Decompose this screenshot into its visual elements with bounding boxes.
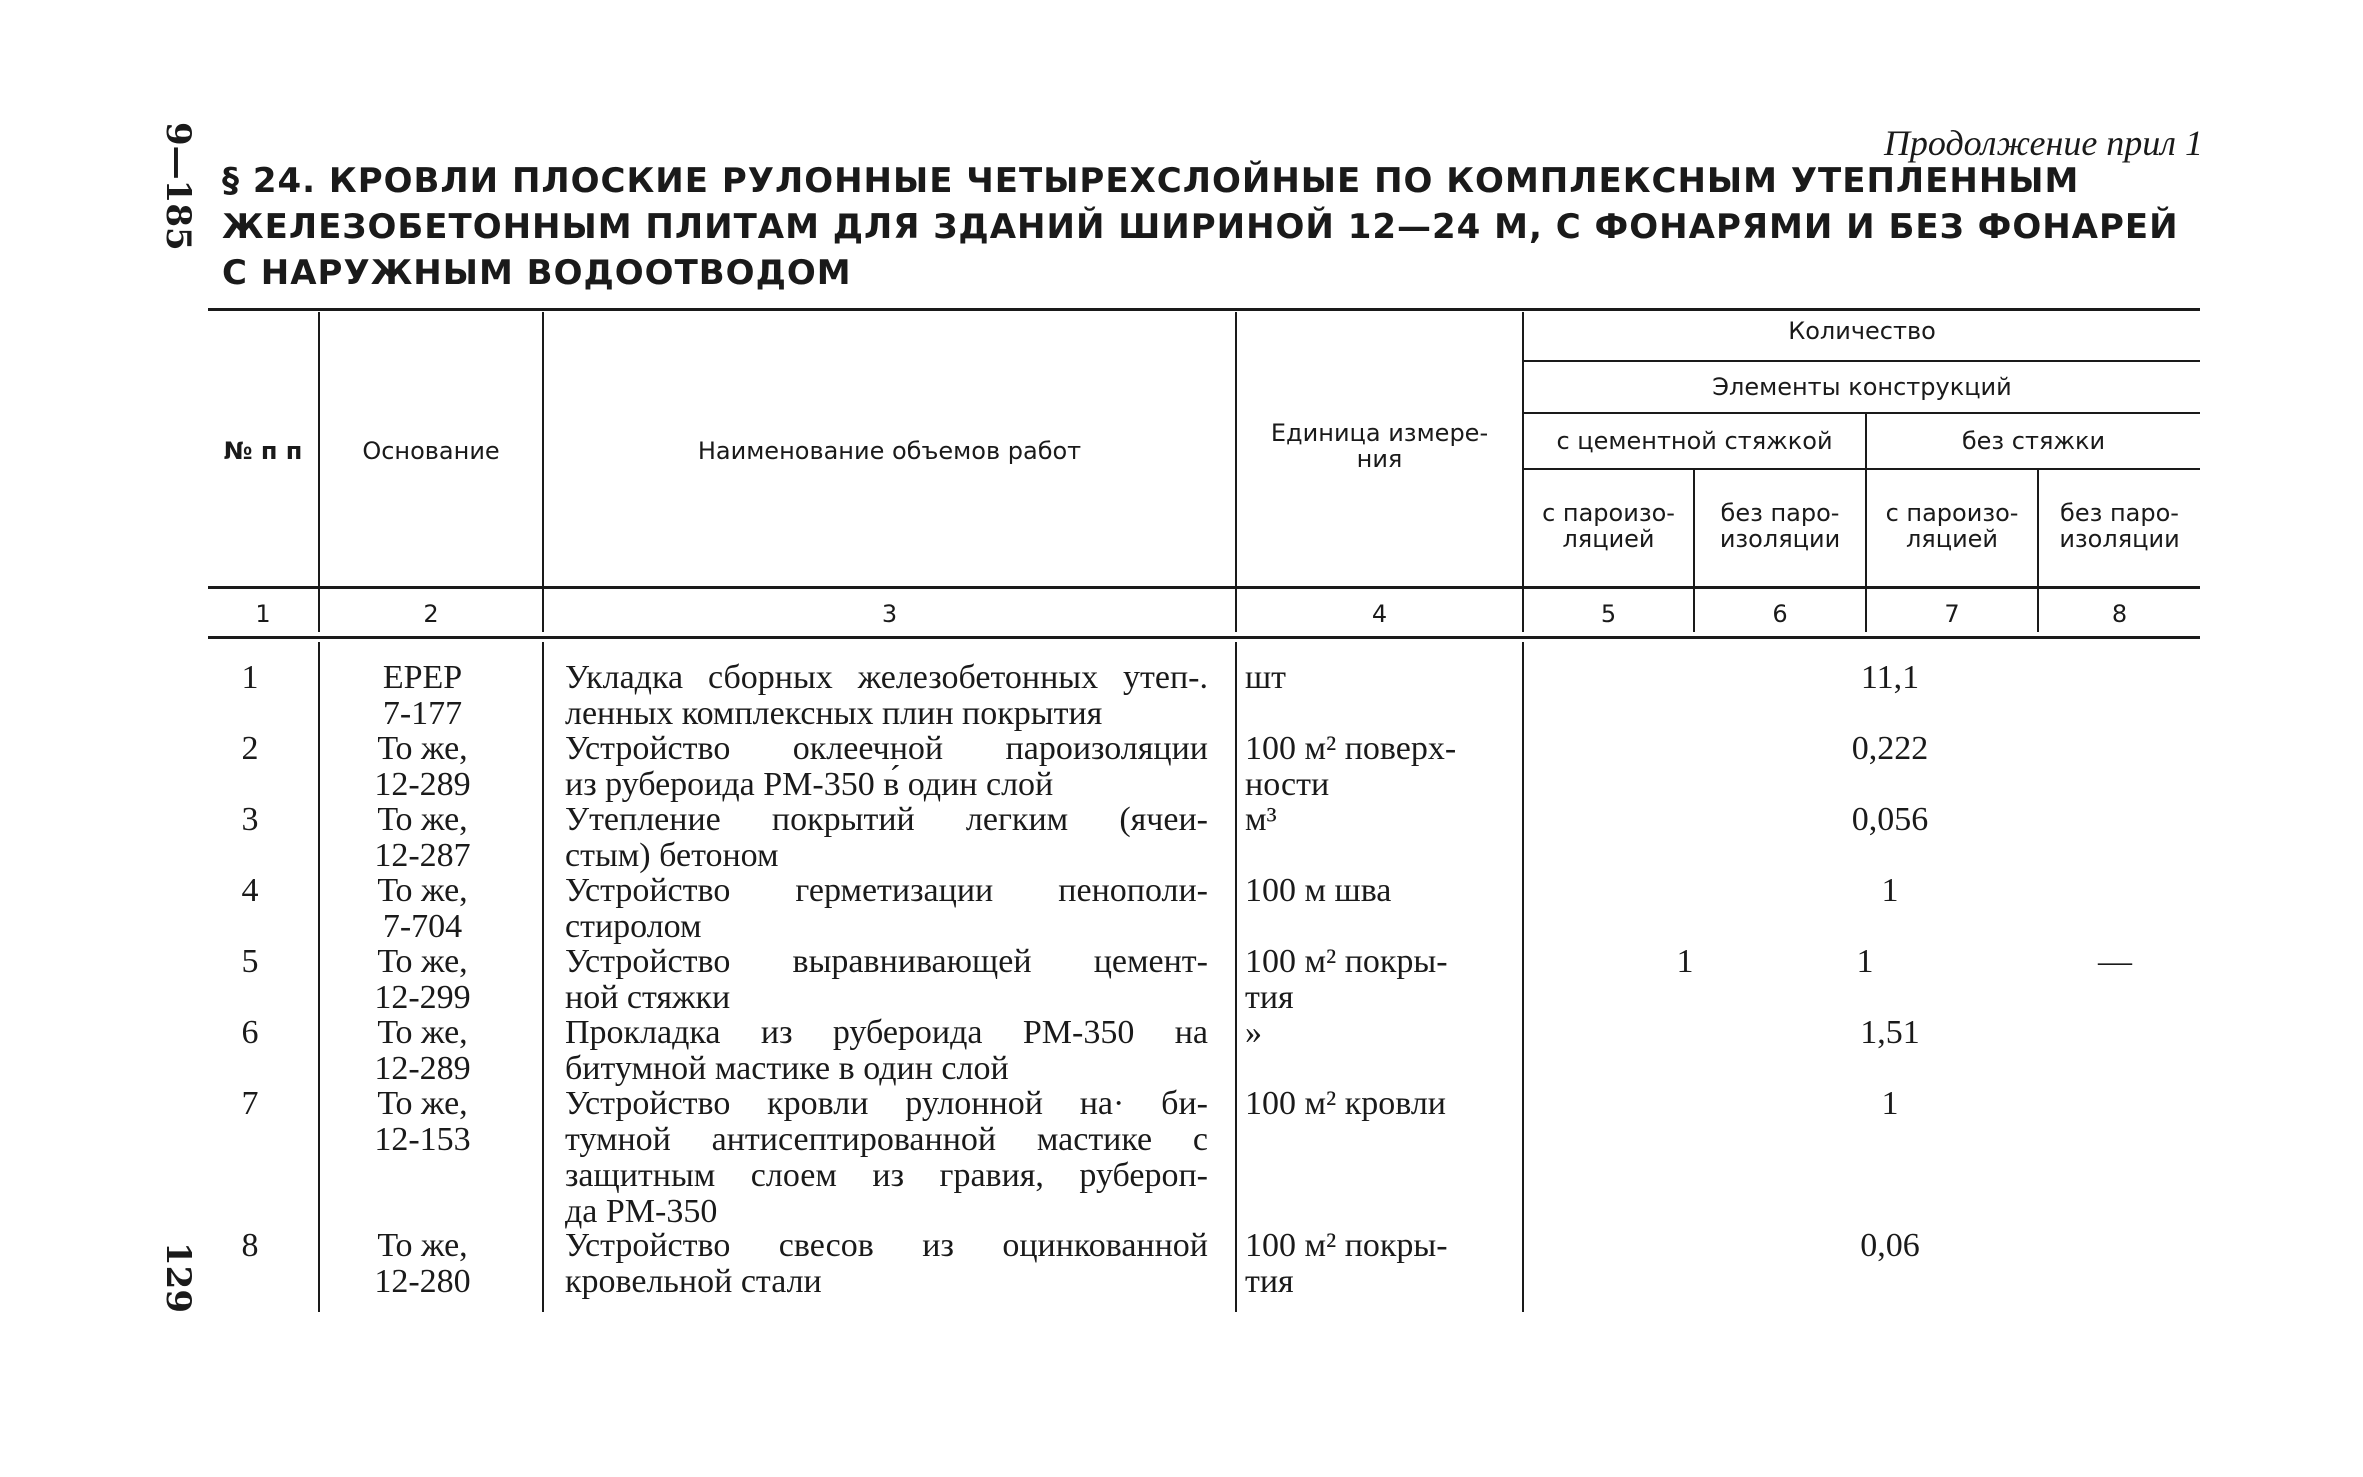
row-work-description: ной стяжки (565, 979, 731, 1016)
row-quantity: 0,06 (1860, 1227, 1920, 1264)
header-col6: без паро- изоляции (1719, 499, 1841, 553)
row-quantity-no-screed: — (2098, 943, 2132, 980)
row-work-description: защитным слоем из гравия, рубероп- (565, 1157, 1208, 1194)
row-work-description: да РМ-350 (565, 1193, 718, 1230)
row-basis: 12-289 (374, 766, 471, 803)
row-number: 4 (241, 872, 259, 909)
title-line: С НАРУЖНЫМ ВОДООТВОДОМ (222, 253, 852, 293)
column-number: 3 (881, 600, 898, 628)
row-unit: ности (1245, 766, 1330, 803)
row-basis: То же, (377, 872, 468, 909)
row-unit: 100 м² покры- (1245, 943, 1448, 980)
row-number: 8 (241, 1227, 259, 1264)
row-work-description: Устройство выравнивающей цемент- (565, 943, 1208, 980)
row-number: 3 (241, 801, 259, 838)
row-number: 7 (241, 1085, 259, 1122)
row-quantity: 1,51 (1860, 1014, 1920, 1051)
row-number: 6 (241, 1014, 259, 1051)
row-basis: То же, (377, 1014, 468, 1051)
row-quantity: 1 (1881, 872, 1899, 909)
header-col8: без паро- изоляции (2059, 499, 2180, 553)
row-basis: 7-704 (382, 908, 463, 945)
continuation-note: Продолжение прил 1 (1883, 123, 2203, 163)
header-elements: Элементы конструкций (1712, 373, 2012, 401)
column-number: 4 (1371, 600, 1388, 628)
row-basis: 12-280 (374, 1263, 471, 1300)
row-quantity: 0,056 (1851, 801, 1929, 838)
column-number: 8 (2111, 600, 2128, 628)
row-work-description: битумной мастике в один слой (565, 1050, 1009, 1087)
row-number: 5 (241, 943, 259, 980)
document-code: 9—185 (158, 122, 198, 251)
row-work-description: стым) бетоном (565, 837, 779, 874)
row-work-description: ленных комплексных плин покрытия (565, 695, 1103, 732)
column-number: 1 (255, 600, 271, 628)
row-number: 2 (241, 730, 259, 767)
row-quantity-col5: 1 (1676, 943, 1694, 980)
header-quantity: Количество (1788, 317, 1936, 345)
row-basis: 12-299 (374, 979, 471, 1016)
row-work-description: Утепление покрытий легким (ячеи- (565, 801, 1208, 838)
row-quantity: 11,1 (1860, 659, 1920, 696)
row-work-description: Укладка сборных железобетонных утеп-. (565, 659, 1208, 696)
row-quantity: 0,222 (1851, 730, 1929, 767)
column-number: 2 (423, 600, 439, 628)
row-work-description: кровельной стали (565, 1263, 822, 1300)
row-basis: То же, (377, 943, 468, 980)
column-number: 6 (1772, 600, 1788, 628)
row-unit: тия (1245, 979, 1294, 1016)
header-number: № п п (223, 437, 303, 465)
row-unit: м³ (1245, 801, 1277, 838)
row-work-description: Устройство герметизации пенополи- (565, 872, 1208, 909)
column-number: 7 (1944, 600, 1960, 628)
row-unit: 100 м² покры- (1245, 1227, 1448, 1264)
title-line: § 24. КРОВЛИ ПЛОСКИЕ РУЛОННЫЕ ЧЕТЫРЕХСЛОЙНЫЕ ПО КОМПЛЕКСНЫМ УТЕПЛЕННЫМ (222, 161, 2080, 201)
row-work-description: Устройство кровли рулонной на· би- (565, 1085, 1208, 1122)
row-basis: То же, (377, 730, 468, 767)
row-work-description: Устройство оклеечной пароизоляции (565, 730, 1208, 767)
header-col5: с пароизо- ляцией (1542, 499, 1675, 553)
row-number: 1 (241, 659, 259, 696)
page-number: 129 (158, 1242, 198, 1313)
row-unit: 100 м² поверх- (1245, 730, 1457, 767)
row-basis: То же, (377, 801, 468, 838)
row-quantity-col6: 1 (1856, 943, 1874, 980)
row-unit: 100 м шва (1245, 872, 1392, 909)
row-unit: 100 м² кровли (1245, 1085, 1446, 1122)
row-unit: » (1245, 1014, 1262, 1051)
row-basis: 12-153 (374, 1121, 471, 1158)
row-basis: То же, (377, 1085, 468, 1122)
row-unit: шт (1245, 659, 1287, 696)
row-work-description: Устройство свесов из оцинкованной (565, 1227, 1208, 1264)
header-no-screed: без стяжки (1961, 427, 2106, 455)
header-work-name: Наименование объемов работ (697, 437, 1082, 465)
row-work-description: из рубероида РМ-350 в́ один слой (565, 766, 1054, 803)
section-title (222, 158, 2202, 296)
column-number: 5 (1600, 600, 1617, 628)
row-quantity: 1 (1881, 1085, 1899, 1122)
header-col7: с пароизо- ляцией (1885, 499, 2019, 553)
row-basis: 7-177 (382, 695, 463, 732)
row-work-description: Прокладка из рубероида РМ-350 на (565, 1014, 1208, 1051)
row-basis: То же, (377, 1227, 468, 1264)
title-line: ЖЕЛЕЗОБЕТОННЫМ ПЛИТАМ ДЛЯ ЗДАНИЙ ШИРИНОЙ 12—24 М, С ФОНАРЯМИ И БЕЗ ФОНАРЕЙ (222, 207, 2179, 247)
row-basis: 12-287 (374, 837, 471, 874)
header-unit: Единица измере- ния (1270, 419, 1489, 473)
header-cement-screed: с цементной стяжкой (1556, 427, 1833, 455)
header-basis: Основание (362, 437, 500, 465)
row-basis: 12-289 (374, 1050, 471, 1087)
row-basis: ЕРЕР (382, 659, 463, 696)
row-work-description: тумной антисептированной мастике с (565, 1121, 1208, 1158)
row-unit: тия (1245, 1263, 1294, 1300)
row-work-description: стиролом (565, 908, 702, 945)
